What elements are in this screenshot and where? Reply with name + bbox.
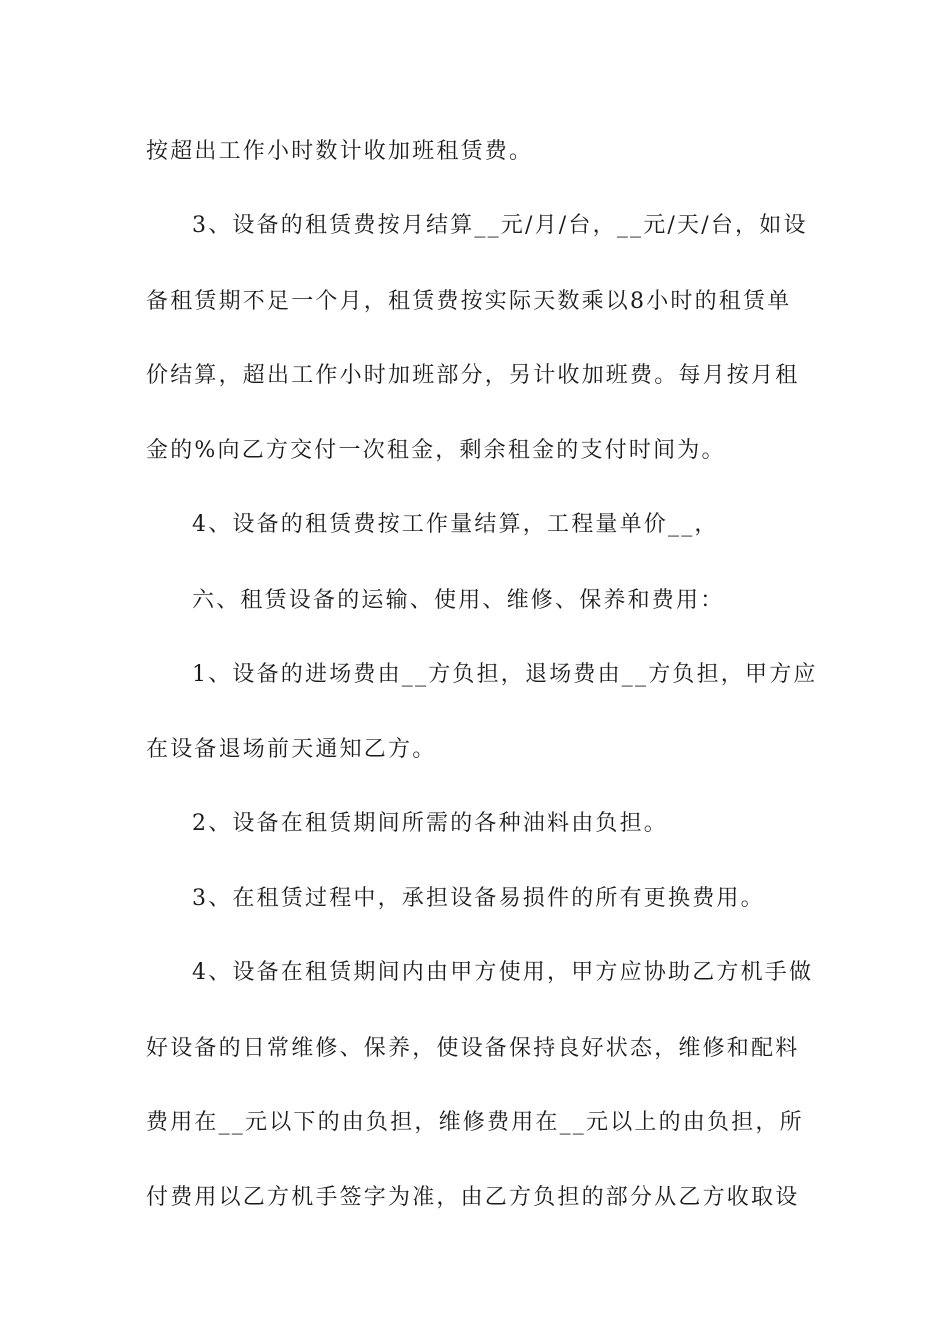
text-line: 备租赁期不足一个月，租赁费按实际天数乘以8小时的租赁单 — [146, 289, 792, 314]
text-line: 好设备的日常维修、保养，使设备保持良好状态，维修和配料 — [146, 1036, 800, 1061]
text-line: 4、设备的租赁费按工作量结算，工程量单价__， — [192, 512, 719, 537]
text-line: 付费用以乙方机手签字为准，由乙方负担的部分从乙方收取设 — [146, 1185, 800, 1210]
text-line: 3、在租赁过程中，承担设备易损件的所有更换费用。 — [192, 886, 765, 911]
text-line: 4、设备在租赁期间内由甲方使用，甲方应协助乙方机手做 — [192, 960, 814, 985]
text-line: 2、设备在租赁期间所需的各种油料由负担。 — [192, 811, 668, 836]
text-line: 1、设备的进场费由__方负担，退场费由__方负担，甲方应 — [192, 662, 818, 687]
text-line: 在设备退场前天通知乙方。 — [146, 737, 437, 762]
section-heading: 六、租赁设备的运输、使用、维修、保养和费用： — [192, 588, 725, 613]
text-line: 金的%向乙方交付一次租金，剩余租金的支付时间为。 — [146, 438, 726, 463]
text-line: 3、设备的租赁费按月结算__元/月/台，__元/天/台，如设 — [192, 213, 808, 238]
text-line: 价结算，超出工作小时加班部分，另计收加班费。每月按月租 — [146, 363, 800, 388]
text-line: 按超出工作小时数计收加班租赁费。 — [146, 139, 534, 164]
text-line: 费用在__元以下的由负担，维修费用在__元以上的由负担，所 — [146, 1110, 804, 1135]
